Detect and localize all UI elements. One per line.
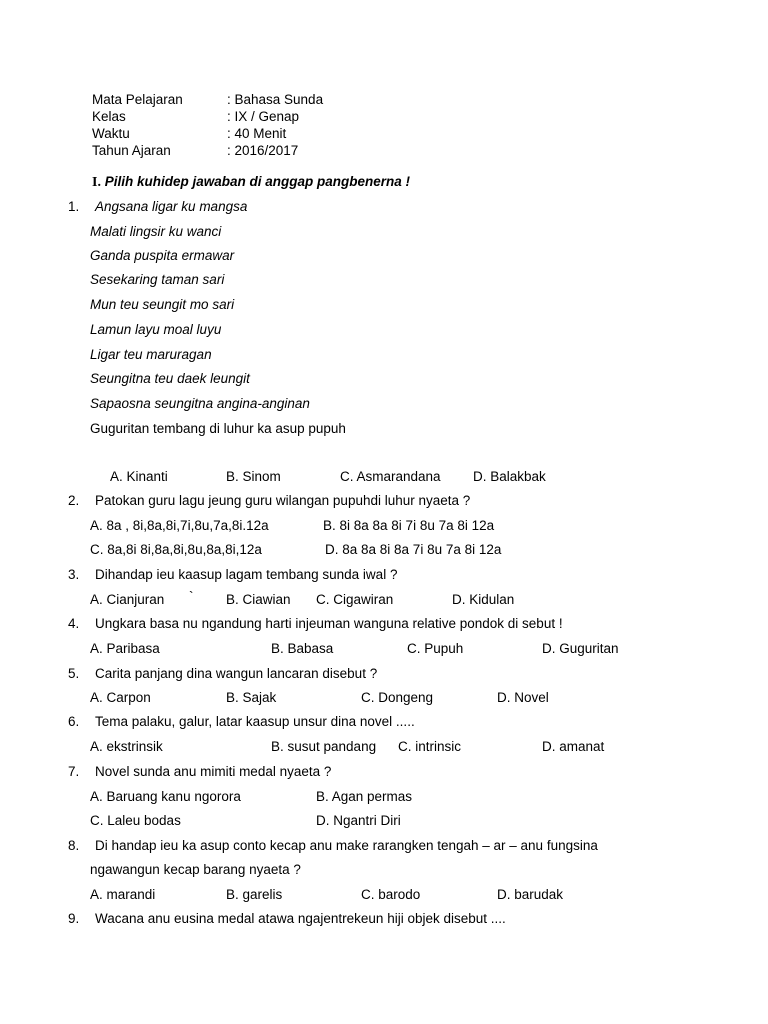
poem-line: Ganda puspita ermawar (90, 248, 235, 263)
header-label-subject: Mata Pelajaran (92, 92, 183, 107)
option-c[interactable]: C. Asmarandana (340, 469, 441, 484)
question-text: Guguritan tembang di luhur ka asup pupuh (90, 421, 346, 436)
option-d[interactable]: D. 8a 8a 8i 8a 7i 8u 7a 8i 12a (325, 542, 502, 557)
question-text-continued: ngawangun kecap barang nyaeta ? (90, 862, 301, 877)
option-d[interactable]: D. Guguritan (542, 641, 619, 656)
poem-line: Lamun layu moal luyu (90, 322, 222, 337)
header-value-year: : 2016/2017 (227, 143, 299, 158)
stray-mark: ` (189, 589, 194, 604)
question-text: Tema palaku, galur, latar kaasup unsur dina novel ..... (95, 714, 415, 729)
question-number: 1. (68, 199, 80, 214)
option-a[interactable]: A. Cianjuran (90, 592, 165, 607)
option-d[interactable]: D. barudak (497, 887, 564, 902)
poem-line: Sesekaring taman sari (90, 272, 225, 287)
option-a[interactable]: A. Carpon (90, 690, 151, 705)
option-b[interactable]: B. susut pandang (271, 739, 377, 754)
section-heading (92, 174, 410, 191)
poem-line: Mun teu seungit mo sari (90, 297, 235, 312)
option-c[interactable]: C. Dongeng (361, 690, 434, 705)
question-text: Wacana anu eusina medal atawa ngajentrekeun hiji objek disebut .... (95, 911, 506, 926)
question-number: 2. (68, 493, 80, 508)
option-b[interactable]: B. garelis (226, 887, 283, 902)
question-text: Dihandap ieu kaasup lagam tembang sunda iwal ? (95, 567, 398, 582)
section-numeral: I. (92, 175, 101, 190)
option-c[interactable]: C. Cigawiran (316, 592, 394, 607)
option-d[interactable]: D. Ngantri Diri (316, 813, 401, 828)
option-b[interactable]: B. Sinom (226, 469, 281, 484)
header-value-time: : 40 Menit (227, 126, 287, 141)
option-c[interactable]: C. Laleu bodas (90, 813, 181, 828)
option-b[interactable]: B. Babasa (271, 641, 334, 656)
option-d[interactable]: D. Novel (497, 690, 549, 705)
option-a[interactable]: A. ekstrinsik (90, 739, 163, 754)
option-b[interactable]: B. Agan permas (316, 789, 413, 804)
question-number: 3. (68, 567, 80, 582)
option-a[interactable]: A. Baruang kanu ngorora (90, 789, 241, 804)
question-number: 6. (68, 714, 80, 729)
poem-line: Malati lingsir ku wanci (90, 224, 222, 239)
question-number: 7. (68, 764, 80, 779)
poem-line: Seungitna teu daek leungit (90, 371, 250, 386)
option-a[interactable]: A. Paribasa (90, 641, 160, 656)
option-c[interactable]: C. Pupuh (407, 641, 464, 656)
option-a[interactable]: A. marandi (90, 887, 156, 902)
option-c[interactable]: C. barodo (361, 887, 421, 902)
header-value-subject: : Bahasa Sunda (227, 92, 324, 107)
question-text: Di handap ieu ka asup conto kecap anu make rarangken tengah – ar – anu fungsina (95, 838, 598, 853)
question-number: 5. (68, 666, 80, 681)
option-a[interactable]: A. Kinanti (110, 469, 168, 484)
question-text: Novel sunda anu mimiti medal nyaeta ? (95, 764, 332, 779)
question-number: 4. (68, 616, 80, 631)
option-b[interactable]: B. 8i 8a 8a 8i 7i 8u 7a 8i 12a (323, 518, 495, 533)
question-text: Carita panjang dina wangun lancaran disebut ? (95, 666, 378, 681)
poem-line: Ligar teu maruragan (90, 347, 212, 362)
poem-line: Sapaosna seungitna angina-anginan (90, 396, 310, 411)
option-c[interactable]: C. intrinsic (398, 739, 462, 754)
question-text: Ungkara basa nu ngandung harti injeuman wanguna relative pondok di sebut ! (95, 616, 563, 631)
option-d[interactable]: D. Kidulan (452, 592, 515, 607)
option-a[interactable]: A. 8a , 8i,8a,8i,7i,8u,7a,8i.12a (90, 518, 269, 533)
header-label-class: Kelas (92, 109, 126, 124)
header-label-time: Waktu (92, 126, 130, 141)
header-value-class: : IX / Genap (227, 109, 300, 124)
question-number: 8. (68, 838, 80, 853)
question-text: Patokan guru lagu jeung guru wilangan pupuhdi luhur nyaeta ? (95, 493, 471, 508)
section-instruction: Pilih kuhidep jawaban di anggap pangbenerna ! (104, 174, 411, 189)
option-c[interactable]: C. 8a,8i 8i,8a,8i,8u,8a,8i,12a (90, 542, 262, 557)
option-b[interactable]: B. Sajak (226, 690, 277, 705)
option-b[interactable]: B. Ciawian (226, 592, 291, 607)
header-label-year: Tahun Ajaran (92, 143, 171, 158)
poem-line: Angsana ligar ku mangsa (95, 199, 248, 214)
question-number: 9. (68, 911, 80, 926)
option-d[interactable]: D. amanat (542, 739, 605, 754)
option-d[interactable]: D. Balakbak (473, 469, 546, 484)
